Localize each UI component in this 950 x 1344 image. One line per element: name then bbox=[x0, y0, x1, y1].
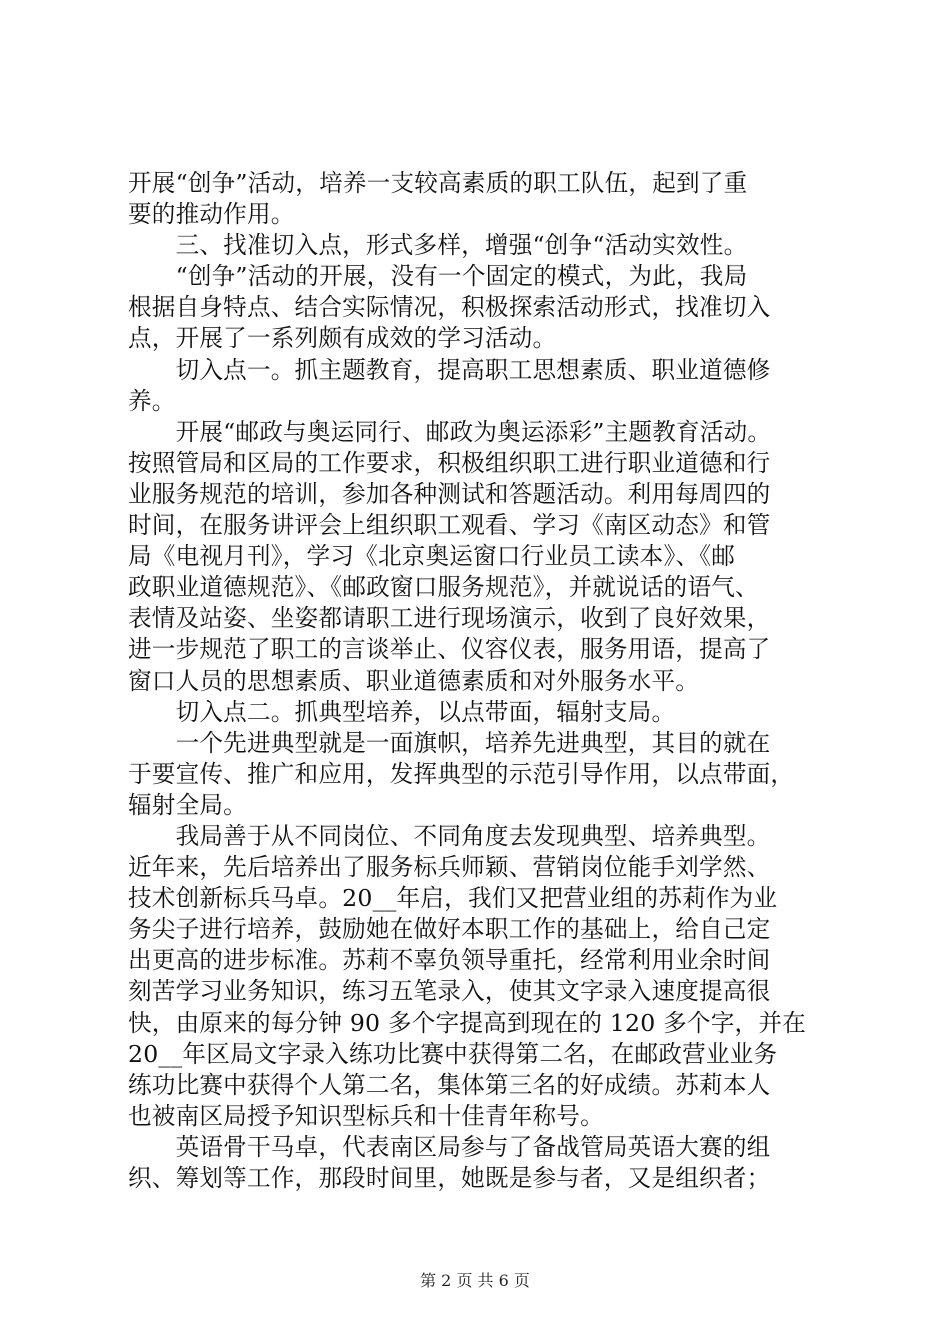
text-line: 织、筹划等工作，那段时间里，她既是参与者，又是组织者； bbox=[128, 1164, 771, 1192]
text-line: 业服务规范的培训，参加各种测试和答题活动。利用每周四的 bbox=[128, 479, 771, 508]
text-line: 一个先进典型就是一面旗帜，培养先进典型，其目的就在 bbox=[128, 728, 771, 757]
page-number-footer: 第 2 页 共 6 页 bbox=[420, 1271, 530, 1290]
text-line: 三、找准切入点，形式多样，增强“创争“活动实效性。 bbox=[128, 231, 748, 260]
text-line: 点，开展了一系列颇有成效的学习活动。 bbox=[128, 324, 557, 353]
text-line: 刻苦学习业务知识，练习五笔录入，使其文字录入速度提高很 bbox=[128, 977, 771, 1006]
text-line: “创争”活动的开展，没有一个固定的模式，为此，我局 bbox=[128, 262, 748, 291]
document-body bbox=[128, 168, 836, 1194]
text-line: 20__年区局文字录入练功比赛中获得第二名，在邮政营业业务 bbox=[128, 1039, 778, 1068]
text-line: 开展“创争”活动，培养一支较高素质的职工队伍，起到了重 bbox=[128, 169, 748, 197]
text-line: 根据自身特点、结合实际情况，积极探索活动形式，找准切入 bbox=[128, 293, 771, 322]
text-line: 于要宣传、推广和应用，发挥典型的示范引导作用，以点带面， bbox=[128, 759, 795, 788]
text-line: 我局善于从不同岗位、不同角度去发现典型、培养典型。 bbox=[128, 821, 771, 850]
text-line: 辐射全局。 bbox=[128, 790, 247, 819]
text-line: 务尖子进行培养，鼓励她在做好本职工作的基础上，给自己定 bbox=[128, 915, 771, 944]
text-line: 英语骨干马卓，代表南区局参与了备战管局英语大赛的组 bbox=[128, 1132, 771, 1161]
text-line: 切入点二。抓典型培养，以点带面，辐射支局。 bbox=[128, 697, 676, 726]
text-line: 表情及站姿、坐姿都请职工进行现场演示，收到了良好效果， bbox=[128, 604, 771, 633]
text-line: 养。 bbox=[128, 386, 176, 415]
text-line: 切入点一。抓主题教育，提高职工思想素质、职业道德修 bbox=[128, 355, 771, 384]
text-line: 也被南区局授予知识型标兵和十佳青年称号。 bbox=[128, 1101, 604, 1130]
text-line: 近年来，先后培养出了服务标兵师颖、营销岗位能手刘学然、 bbox=[128, 853, 771, 882]
text-line: 要的推动作用。 bbox=[128, 200, 295, 229]
text-line: 进一步规范了职工的言谈举止、仪容仪表，服务用语，提高了 bbox=[128, 635, 771, 664]
text-line: 窗口人员的思想素质、职业道德素质和对外服务水平。 bbox=[128, 666, 700, 695]
text-line: 练功比赛中获得个人第二名，集体第三名的好成绩。苏莉本人 bbox=[128, 1070, 771, 1099]
text-line: 出更高的进步标准。苏莉不辜负领导重托，经常利用业余时间 bbox=[128, 946, 771, 975]
text-line: 时间，在服务讲评会上组织职工观看、学习《南区动态》和管 bbox=[128, 511, 771, 540]
text-line: 开展“邮政与奥运同行、邮政为奥运添彩”主题教育活动。 bbox=[128, 417, 772, 446]
text-line: 按照管局和区局的工作要求，积极组织职工进行职业道德和行 bbox=[128, 448, 771, 477]
text-line: 快，由原来的每分钟 90 多个字提高到现在的 120 多个字，并在 bbox=[128, 1008, 806, 1037]
text-line: 政职业道德规范》、《邮政窗口服务规范》，并就说话的语气、 bbox=[128, 573, 759, 602]
text-line: 技术创新标兵马卓。20__年启，我们又把营业组的苏莉作为业 bbox=[128, 884, 778, 913]
text-line: 局《电视月刊》，学习《北京奥运窗口行业员工读本》、《邮 bbox=[128, 542, 736, 571]
